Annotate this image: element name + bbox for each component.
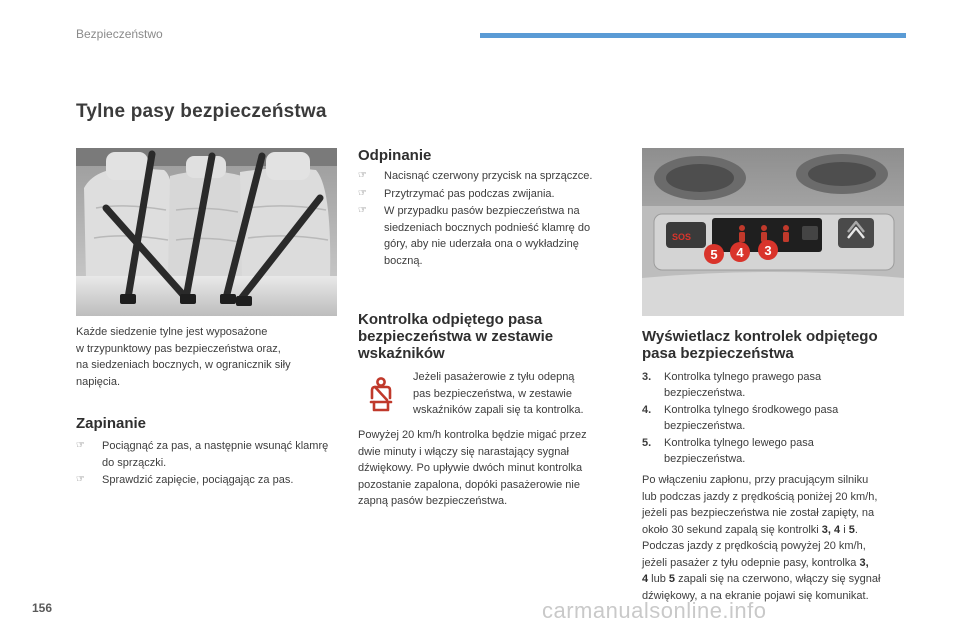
pointing-hand-icon: ☞	[358, 170, 367, 181]
indicator-list	[642, 369, 904, 468]
pointing-hand-icon: ☞	[358, 187, 367, 199]
odpinanie-heading: Odpinanie	[358, 147, 432, 164]
label-5: 5	[710, 247, 718, 262]
watermark: carmanualsonline.info	[542, 598, 767, 623]
zapinanie-heading: Zapinanie	[76, 415, 147, 432]
label-3: 3	[764, 243, 772, 258]
list-item: 3. Kontrolka tylnego prawego pasa bezpieczeństwa.	[642, 371, 822, 399]
rear-seat-belts-illustration	[76, 148, 337, 316]
label-4: 4	[736, 245, 744, 260]
list-item: ☞ Pociągnąć za pas, a następnie wsunąć klamrę do sprzączki.	[76, 440, 329, 469]
seatbelt-warning-icon	[366, 376, 396, 412]
list-item: ☞ Przytrzymać pas podczas zwijania.	[358, 186, 620, 203]
list-item: ☞ Nacisnąć czerwony przycisk na sprzączce.	[358, 168, 620, 185]
pointing-hand-icon: ☞	[76, 474, 85, 485]
section-label: Bezpieczeństwo	[76, 27, 163, 41]
page-title: Tylne pasy bezpieczeństwa	[76, 101, 327, 122]
list-item: 4. Kontrolka tylnego środkowego pasa bezpieczeństwa.	[642, 404, 839, 432]
list-item: ☞ W przypadku pasów bezpieczeństwa na siedzeniach bocznych podnieść klamrę do góry, aby nie uderzała ona o wykładzinę boczną.	[358, 205, 591, 267]
zapinanie-list	[76, 438, 338, 489]
pointing-hand-icon: ☞	[76, 440, 85, 451]
kontrolka-icon-text: Jeżeli pasażerowie z tyłu odepną pas bezpieczeństwa, w zestawie wskaźników zapali się ta kontrolka.	[413, 371, 584, 416]
pointing-hand-icon: ☞	[358, 205, 367, 216]
sos-label	[672, 232, 691, 242]
odpinanie-list	[358, 168, 620, 269]
rear-seats-photo	[76, 148, 337, 316]
dashboard-display-photo	[642, 148, 904, 316]
display-paragraph: Po włączeniu zapłonu, przy pracującym silniku lub podczas jazdy z prędkością poniżej 20 km/h, jeżeli pas bezpieczeństwa nie został zapięty, na około 30 sekund zapalą się kontrolki 3, 4 i 5. Podczas jazdy z prędkością powyżej 20 km/h, jeżeli pasażer z tyłu odepnie pasy, kontrolka 3, 4 lub 5 zapali się na czerwono, włączy się sygnał dźwiękowy, a na ekranie pojawi się komunikat.	[642, 474, 881, 602]
header-accent-bar	[480, 33, 906, 38]
list-item: ☞ Sprawdzić zapięcie, pociągając za pas.	[76, 472, 338, 489]
list-item: 5. Kontrolka tylnego lewego pasa bezpieczeństwa.	[642, 437, 814, 465]
dashboard-warning-display-illustration	[642, 148, 904, 316]
intro-paragraph: Każde siedzenie tylne jest wyposażone w trzypunktowy pas bezpieczeństwa oraz, na siedzeniach bocznych, w ogranicznik siły napięcia.	[76, 326, 291, 388]
display-heading: Wyświetlacz kontrolek odpiętego pasa bezpieczeństwa	[642, 328, 878, 362]
page-number: 156	[32, 601, 53, 615]
kontrolka-heading: Kontrolka odpiętego pasa bezpieczeństwa w zestawie wskaźników	[358, 311, 554, 362]
kontrolka-paragraph: Powyżej 20 km/h kontrolka będzie migać przez dwie minuty i włączy się narastający sygnał dźwiękowy. Po upływie dwóch minut kontrolka pozostanie zapalona, dopóki pasażerowie nie zapną pasów bezpieczeństwa.	[358, 429, 587, 507]
svg-text:SOS: SOS	[672, 232, 692, 242]
